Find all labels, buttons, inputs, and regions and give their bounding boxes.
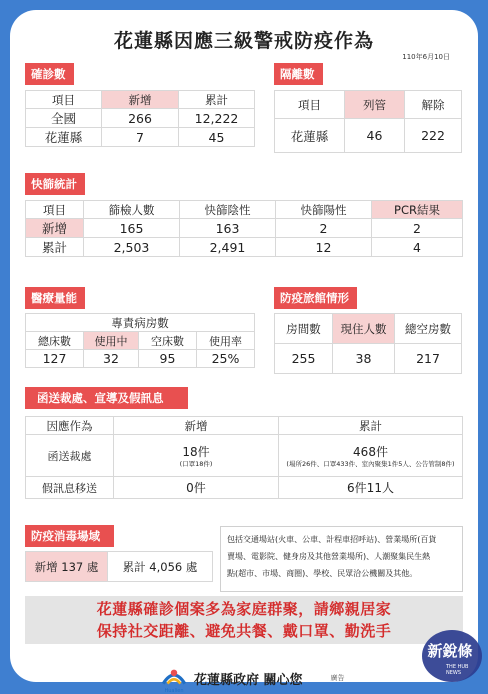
cell: 127 [26, 350, 84, 368]
cell: 217 [395, 344, 462, 374]
county-logo [160, 662, 188, 694]
page-title: 花蓮縣因應三級警戒防疫作為 [113, 30, 374, 52]
cell: 45 [179, 128, 255, 147]
slogan-line: 保持社交距離、避免共餐、戴口罩、勤洗手 [96, 622, 392, 640]
cell: 32 [84, 350, 139, 368]
news-logo-text: 新銳條 [427, 642, 473, 660]
header-cell: 總床數 [26, 332, 84, 350]
header-cell: 因應作為 [26, 417, 114, 435]
header-cell: 累計 [179, 91, 255, 109]
cell: 38 [333, 344, 395, 374]
table-row [26, 128, 255, 147]
cell: 46 [345, 119, 405, 153]
medical-tag: 醫療量能 [25, 287, 85, 309]
disinfection-tag: 防疫消毒場域 [25, 525, 114, 547]
cell: 222 [405, 119, 462, 153]
cell-main: 468件 [353, 444, 388, 459]
diagnosis-table [25, 90, 255, 147]
table-header-row [275, 314, 462, 344]
row-label: 假訊息移送 [26, 477, 114, 499]
cell: 255 [275, 344, 333, 374]
screening-table [25, 200, 463, 257]
header-cell: 新增 [114, 417, 279, 435]
row-label: 累計 [26, 238, 84, 257]
referral-tag: 函送裁處、宣導及假訊息 [25, 387, 188, 409]
row-label: 函送裁處 [26, 435, 114, 477]
disinfection-table [25, 551, 213, 582]
total-count: 累計 4,056 處 [108, 552, 213, 582]
header-cell: 總空房數 [395, 314, 462, 344]
cell: 6件11人 [279, 477, 463, 499]
cell: 4 [372, 238, 463, 257]
isolation-table [274, 90, 462, 153]
header-cell: 新增 [102, 91, 179, 109]
table-header-row [26, 417, 463, 435]
date-label: 110年6月10日 [402, 53, 450, 61]
cell [114, 435, 279, 477]
table-row [275, 344, 462, 374]
cell-sub: (場所26件、口罩433件、室內聚集1件5人、公告管制8件) [286, 459, 455, 468]
row-label: 全國 [26, 109, 102, 128]
group-header: 專責病房數 [26, 314, 255, 332]
cell: 2 [276, 219, 372, 238]
cell-sub: (口罩18件) [179, 459, 213, 468]
note-line: 賣場、電影院、健身房及其他營業場所)、人潮聚集民生熱 [227, 552, 431, 561]
header-cell: 篩檢人數 [84, 201, 180, 219]
header-cell: 累計 [279, 417, 463, 435]
referral-table [25, 416, 463, 499]
ad-label: 廣告 [330, 674, 345, 682]
logo-caption: Hualien [164, 688, 184, 694]
cell-main: 18件 [182, 444, 210, 459]
header-cell: 房間數 [275, 314, 333, 344]
table-row [26, 238, 463, 257]
footer-text: 花蓮縣政府 關心您 [194, 672, 303, 688]
header-cell: PCR結果 [372, 201, 463, 219]
news-watermark [412, 622, 484, 686]
screening-tag: 快篩統計 [25, 173, 85, 195]
row-label: 花蓮縣 [26, 128, 102, 147]
table-row [26, 477, 463, 499]
table-header-row [26, 201, 463, 219]
cell: 2,491 [180, 238, 276, 257]
cell: 266 [102, 109, 179, 128]
header-cell: 解除 [405, 91, 462, 119]
cell: 12 [276, 238, 372, 257]
hotel-tag: 防疫旅館情形 [274, 287, 357, 309]
cell: 165 [84, 219, 180, 238]
table-header-row [275, 91, 462, 119]
disinfection-note [220, 526, 463, 592]
cell: 7 [102, 128, 179, 147]
hotel-table [274, 313, 462, 374]
row-label: 新增 [26, 219, 84, 238]
row-label: 花蓮縣 [275, 119, 345, 153]
cell [279, 435, 463, 477]
table-row [26, 219, 463, 238]
cell: 25% [197, 350, 255, 368]
header-cell: 項目 [26, 91, 102, 109]
header-cell: 空床數 [139, 332, 197, 350]
table-row [26, 552, 213, 582]
header-cell: 項目 [26, 201, 84, 219]
table-row [26, 350, 255, 368]
footer [160, 662, 345, 694]
note-line: 點(超市、市場、商圈)、學校、民眾洽公機關及其他。 [227, 569, 418, 578]
slogan-line: 花蓮縣確診個案多為家庭群聚，請鄉親居家 [96, 600, 392, 618]
news-logo-sub: THE HUB NEWS [446, 664, 469, 676]
cell: 2 [372, 219, 463, 238]
note-line: 包括交通場站(火車、公車、計程車招呼站)、營業場所(百貨 [227, 535, 437, 544]
hualien-logo-icon [160, 662, 188, 688]
table-row [275, 119, 462, 153]
cell: 0件 [114, 477, 279, 499]
slogan-box [25, 596, 463, 644]
cell: 95 [139, 350, 197, 368]
cell: 2,503 [84, 238, 180, 257]
isolation-tag: 隔離數 [274, 63, 323, 85]
header-cell: 使用率 [197, 332, 255, 350]
cell: 12,222 [179, 109, 255, 128]
medical-table [25, 313, 255, 368]
new-count: 新增 137 處 [26, 552, 108, 582]
cell: 163 [180, 219, 276, 238]
header-cell: 項目 [275, 91, 345, 119]
table-row [26, 109, 255, 128]
table-header-row [26, 91, 255, 109]
table-row [26, 435, 463, 477]
poster-card [10, 10, 478, 694]
header-cell: 現住人數 [333, 314, 395, 344]
header-cell: 使用中 [84, 332, 139, 350]
diagnosis-tag: 確診數 [25, 63, 74, 85]
header-cell: 快篩陽性 [276, 201, 372, 219]
header-cell: 列管 [345, 91, 405, 119]
table-header-row [26, 314, 255, 332]
table-subheader-row [26, 332, 255, 350]
header-cell: 快篩陰性 [180, 201, 276, 219]
